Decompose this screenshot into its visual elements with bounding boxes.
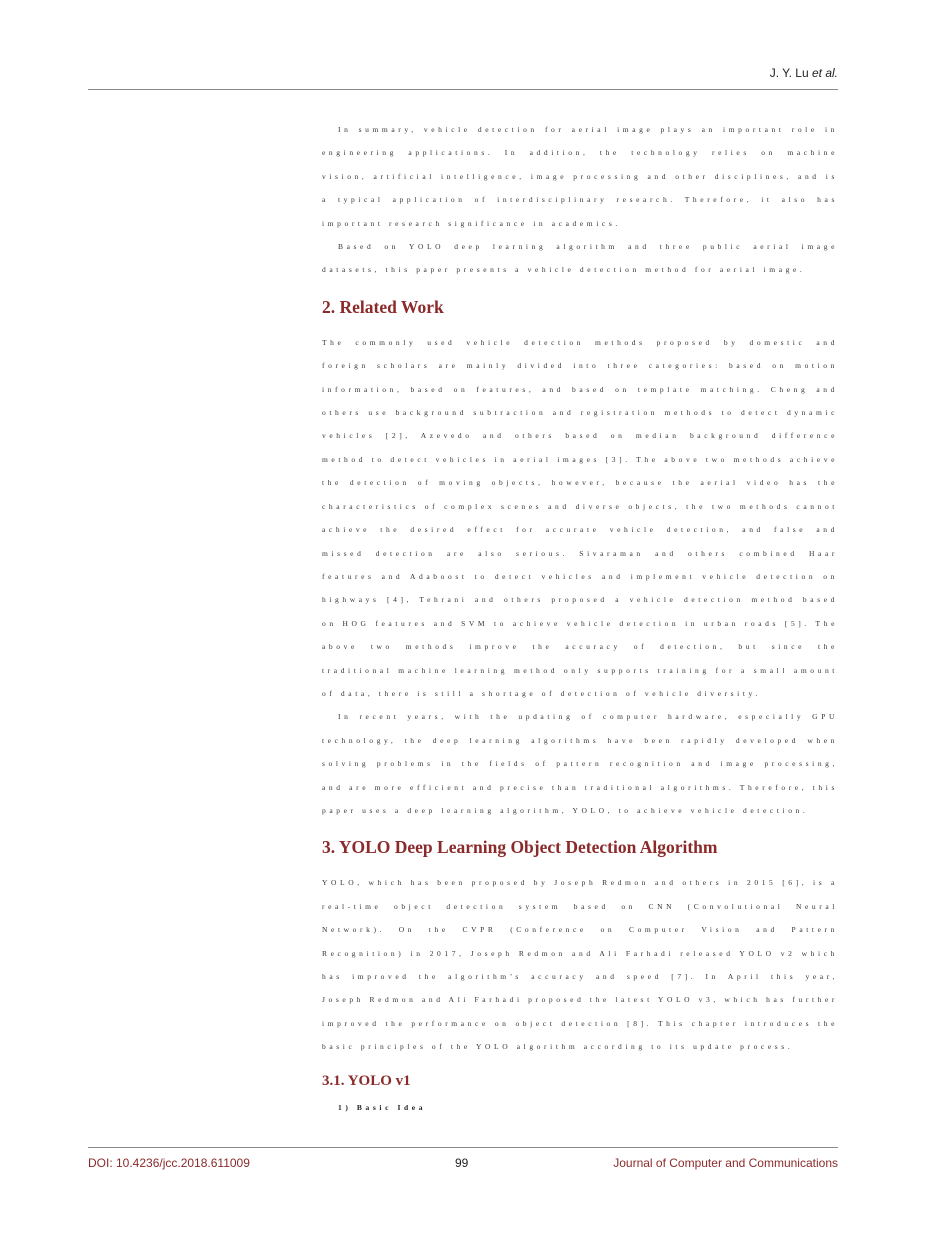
section-heading-yolo: 3. YOLO Deep Learning Object Detection Algorithm <box>322 837 718 858</box>
header-author: J. Y. Lu <box>769 66 809 80</box>
page-body <box>322 118 838 1112</box>
intro-paragraph-2: Based on YOLO deep learning algorithm and three public aerial image datasets, this paper presents a vehicle detection method for aerial image. <box>322 242 838 275</box>
yolo-paragraph-1: YOLO, which has been proposed by Joseph Redmon and others in 2015 [6], is a real-time object detection system based on CNN (Convolutional Neural Network). On the CVPR (Conference on Computer Vision and Pattern Recognition) in 2017, Joseph Redmon and Ali Farhadi released YOLO v2 which has improved the algorithm’s accuracy and speed [7]. In April this year, Joseph Redmon and Ali Farhadi proposed the latest YOLO v3, which has further improved the performance on object detection [8]. This chapter introduces the basic principles of the YOLO algorithm according to its update process. <box>322 878 838 1052</box>
list-item-basic-idea: 1) Basic Idea <box>338 1102 427 1112</box>
footer-rule <box>88 1147 838 1148</box>
running-header <box>770 66 838 80</box>
header-etal: et al. <box>811 66 838 80</box>
section-heading-related-work: 2. Related Work <box>322 296 444 317</box>
related-paragraph-2: In recent years, with the updating of computer hardware, especially GPU technology, the deep learning algorithms have been rapidly developed when solving problems in the fields of pattern recognition and image processing, and are more efficient and precise than traditional algorithms. Therefore, this paper uses a deep learning algorithm, YOLO, to achieve vehicle detection. <box>322 712 838 815</box>
subsection-heading-yolo-v1: 3.1. YOLO v1 <box>322 1072 411 1089</box>
page-number: 99 <box>455 1156 469 1170</box>
related-paragraph-1: The commonly used vehicle detection methods proposed by domestic and foreign scholars are mainly divided into three categories: based on motion information, based on features, and based on template matching. Cheng and others use background subtraction and registration methods to detect dynamic vehicles [2], Azevedo and others based on median background difference method to detect vehicles in aerial images [3]. The above two methods achieve the detection of moving objects, however, because the aerial video has the characteristics of complex scenes and diverse objects, the two methods cannot achieve the desired effect for accurate vehicle detection, and false and missed detection are also serious. Sivaraman and others combined Haar features and Adaboost to detect vehicles and implement vehicle detection on highways [4], Tehrani and others proposed a vehicle detection method based on HOG features and SVM to achieve vehicle detection in urban roads [5]. The above two methods improve the accuracy of detection, but since the traditional machine learning method only supports training for a small amount of data, there is still a shortage of detection of vehicle diversity. <box>322 337 838 698</box>
footer-journal[interactable]: Journal of Computer and Communications <box>613 1156 838 1170</box>
intro-paragraph-1: In summary, vehicle detection for aerial image plays an important role in engineering applications. In addition, the technology relies on machine vision, artificial intelligence, image processing and other disciplines, and is a typical application of interdisciplinary research. Therefore, it also has important research significance in academics. <box>322 125 838 228</box>
header-rule <box>88 89 838 90</box>
footer-doi[interactable]: DOI: 10.4236/jcc.2018.611009 <box>88 1156 250 1170</box>
